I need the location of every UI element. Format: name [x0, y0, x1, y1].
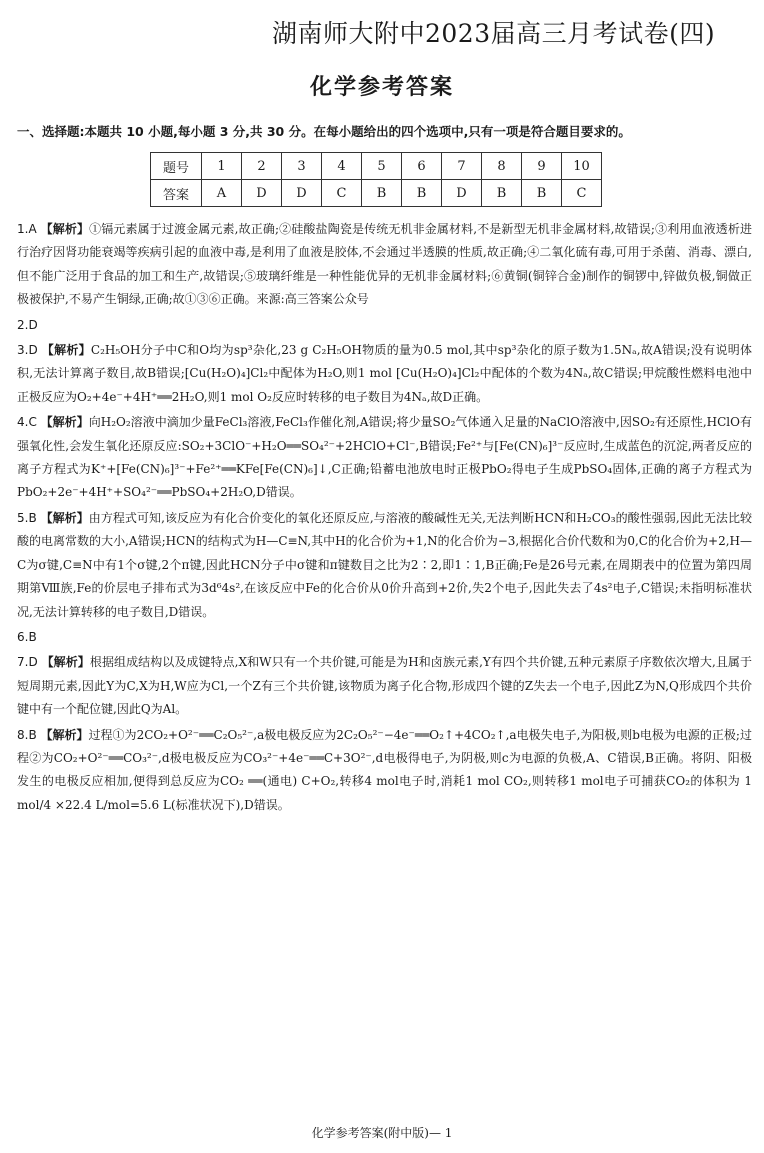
question-number-cell: 2: [242, 153, 282, 180]
explanation-item: [17, 339, 752, 409]
explanation-item: [17, 314, 752, 337]
answer-cell: C: [322, 180, 362, 207]
analysis-tag: 【解析】: [40, 222, 90, 236]
page-footer: 化学参考答案(附中版)— 1: [311, 1126, 453, 1140]
answer-cell: B: [522, 180, 562, 207]
row-label-answer: 答案: [151, 180, 202, 207]
answer-title: 化学参考答案: [309, 75, 454, 100]
analysis-tag: 【解析】: [40, 727, 89, 742]
question-number-cell: 10: [562, 153, 602, 180]
answer-cell: B: [362, 180, 402, 207]
explanation-text: ①镉元素属于过渡金属元素,故正确;②硅酸盐陶瓷是传统无机非金属材料,不是新型无机非金属材料,故错误;③利用血液透析进行治疗因肾功能衰竭等疾病引起的血液中毒,是利用了血液是胶体,不会通过半透膜的性质,故正确;④二氧化硫有毒,可用于杀菌、消毒、漂白,但不能广泛用于食品的加工和生产,故错误;⑤玻璃纤维是一种性能优异的无机非金属材料;⑥黄铜(铜锌合金)制作的铜锣中,锌做负极,铜做正极被保护,不易产生铜绿,正确;故①③⑥正确。来源:高三答案公众号: [17, 222, 752, 307]
item-number: 6.B: [17, 629, 37, 644]
question-number-cell: 9: [522, 153, 562, 180]
explanation-text: 过程①为2CO₂+O²⁻══C₂O₅²⁻,a极电极反应为2C₂O₅²⁻−4e⁻══O₂↑+4CO₂↑,a电极失电子,为阳极,则b电极为电源的正极;过程②为CO₂+O²⁻══CO₃²⁻,d极电极反应为CO₃²⁻+4e⁻══C+3O²⁻,d电极得电子,为阴极,则c为电源的负极,A、C错误,B正确。将阴、阳极发生的电极反应相加,便得到总反应为CO₂ ══(通电) C+O₂,转移4 mol电子时,消耗1 mol CO₂,则转移1 mol电子可捕获CO₂的体积为 1 mol/4 ×22.4 L/mol=5.6 L(标准状况下),D错误。: [17, 727, 752, 812]
item-number: 1.A: [17, 222, 37, 236]
answer-table: [150, 152, 602, 207]
explanation-item: [17, 218, 752, 312]
answer-cell: D: [442, 180, 482, 207]
answer-cell: B: [402, 180, 442, 207]
answer-table-answer-row: [151, 180, 602, 207]
question-number-cell: 3: [282, 153, 322, 180]
explanation-item: [17, 626, 752, 649]
item-number: 7.D: [17, 655, 38, 670]
answer-cell: D: [282, 180, 322, 207]
question-number-cell: 5: [362, 153, 402, 180]
explanation-text: 根据组成结构以及成键特点,X和W只有一个共价键,可能是为H和卤族元素,Y有四个共价键,五种元素原子序数依次增大,且属于短周期元素,因此Y为C,X为H,W应为Cl,一个Z有三个共价键,该物质为离子化合物,形成四个键的Z失去一个电子,因此Z为N,Q形成四个共价键中有一个配位键,因此Q为Al。: [17, 655, 752, 717]
explanation-item: [17, 724, 752, 818]
answer-cell: B: [482, 180, 522, 207]
row-label-number: 题号: [151, 153, 202, 180]
exam-title: 湖南师大附中2023届高三月考试卷(四): [272, 19, 716, 48]
item-number: 3.D: [17, 343, 38, 358]
explanation-text: 由方程式可知,该反应为有化合价变化的氧化还原反应,与溶液的酸碱性无关,无法判断HCN和H₂CO₃的酸性强弱,因此无法比较酸的电离常数的大小,A错误;HCN的结构式为H—C≡N,其中H的化合价为+1,N的化合价为−3,根据化合价代数和为0,C的化合价为+2,H—C为σ键,C≡N中有1个σ键,2个π键,因此HCN分子中σ键和π键数目之比为2∶2,即1∶1,B正确;Fe是26号元素,在周期表中的位置为第四周期第Ⅷ族,Fe的价层电子排布式为3d⁶4s²,在该反应中Fe的化合价从0价升高到+2价,失2个电子,因此失去了4s²电子,C错误;未指明标准状况,无法计算转移的电子数目,D错误。: [17, 510, 752, 619]
explanation-item: [17, 411, 752, 505]
explanation-text: C₂H₅OH分子中C和O均为sp³杂化,23 g C₂H₅OH物质的量为0.5 mol,其中sp³杂化的原子数为1.5Nₐ,故A错误;没有说明体积,无法计算离子数目,故B错误;[Cu(H₂O)₄]Cl₂中配体为H₂O,则1 mol [Cu(H₂O)₄]Cl₂中配体的个数为4Nₐ,故C错误;甲烷酸性燃料电池中正极反应为O₂+4e⁻+4H⁺══2H₂O,则1 mol O₂反应时转移的电子数目为4Nₐ,故D正确。: [17, 343, 752, 404]
explanation-item: [17, 507, 752, 624]
item-number: 8.B: [17, 727, 37, 742]
item-number: 2.D: [17, 317, 38, 332]
analysis-tag: 【解析】: [40, 415, 89, 430]
question-number-cell: 8: [482, 153, 522, 180]
item-number: 4.C: [17, 415, 37, 430]
answer-cell: C: [562, 180, 602, 207]
answer-table-number-row: [151, 153, 602, 180]
analysis-tag: 【解析】: [40, 510, 89, 525]
analysis-tag: 【解析】: [41, 343, 91, 358]
section-heading: 一、选择题:本题共 10 小题,每小题 3 分,共 30 分。在每小题给出的四个选项中,只有一项是符合题目要求的。: [17, 124, 631, 139]
question-number-cell: 7: [442, 153, 482, 180]
answer-cell: D: [242, 180, 282, 207]
question-number-cell: 1: [202, 153, 242, 180]
question-number-cell: 6: [402, 153, 442, 180]
answer-cell: A: [202, 180, 242, 207]
explanations: [17, 218, 752, 819]
question-number-cell: 4: [322, 153, 362, 180]
explanation-text: 向H₂O₂溶液中滴加少量FeCl₃溶液,FeCl₃作催化剂,A错误;将少量SO₂气体通入足量的NaClO溶液中,因SO₂有还原性,HClO有强氧化性,会发生氧化还原反应:SO₂+3ClO⁻+H₂O══SO₄²⁻+2HClO+Cl⁻,B错误;Fe²⁺与[Fe(CN)₆]³⁻反应时,生成蓝色的沉淀,两者反应的离子方程式为K⁺+[Fe(CN)₆]³⁻+Fe²⁺══KFe[Fe(CN)₆]↓,C正确;铅蓄电池放电时正极PbO₂得电子生成PbSO₄固体,正确的离子方程式为PbO₂+2e⁻+4H⁺+SO₄²⁻══PbSO₄+2H₂O,D错误。: [17, 415, 752, 500]
analysis-tag: 【解析】: [41, 655, 90, 670]
explanation-item: [17, 651, 752, 721]
item-number: 5.B: [17, 510, 37, 525]
